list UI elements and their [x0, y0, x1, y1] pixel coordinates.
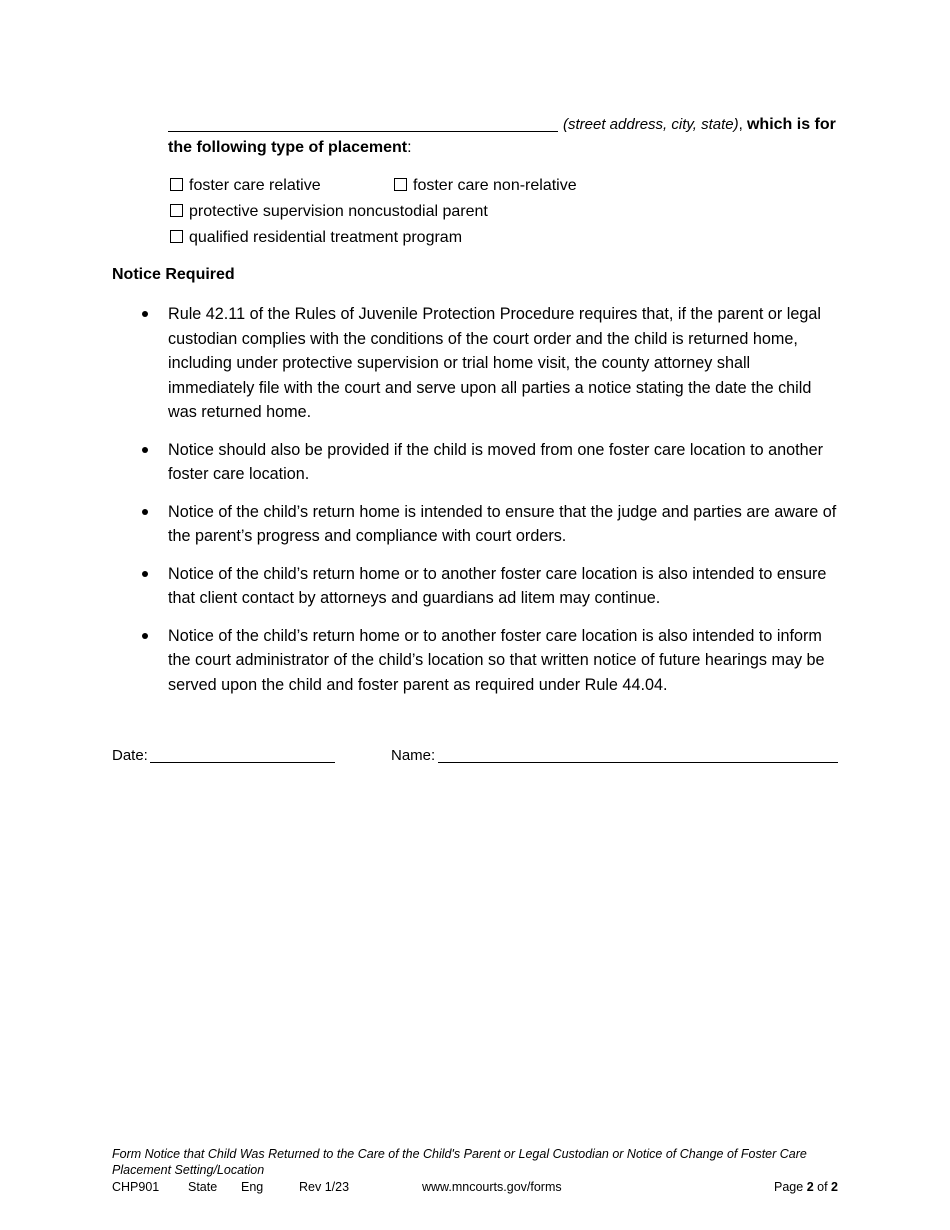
page-of: of [817, 1180, 828, 1194]
which-is-for-text: which is for [746, 116, 836, 133]
bullet-text: Notice should also be provided if the child is moved from one foster care location to another foster care location. [168, 440, 824, 483]
page-total: 2 [831, 1180, 838, 1194]
checkbox-icon[interactable] [170, 204, 183, 217]
placement-colon: : [407, 139, 412, 156]
address-input-line[interactable] [168, 119, 558, 132]
date-label: Date: [112, 747, 148, 764]
footer-title-line1: Form Notice that Child Was Returned to the Care of the Child's Parent or Legal Custodian or Notice of Change of Foster Care [112, 1147, 807, 1161]
notice-heading-text: Notice Required [112, 266, 235, 283]
checkbox-label: foster care relative [189, 177, 321, 194]
checkbox-protective-supervision[interactable] [170, 203, 488, 221]
footer-title-line2: Placement Setting/Location [112, 1163, 265, 1177]
notice-bullet [140, 438, 840, 487]
footer-revision: Rev 1/23 [299, 1180, 350, 1194]
checkbox-label: foster care non-relative [413, 177, 577, 194]
checkbox-icon[interactable] [170, 230, 183, 243]
name-input-line[interactable] [438, 749, 838, 763]
notice-bullet [140, 624, 840, 698]
page-word: Page [774, 1180, 804, 1194]
bullet-text: Notice of the child’s return home is intended to ensure that the judge and parties are aware of the parent’s progress and compliance with court orders. [168, 502, 837, 545]
bullet-text: Notice of the child’s return home or to another foster care location is also intended to ensure that client contact by attorneys and guardians ad litem may continue. [168, 564, 827, 607]
footer-website-link[interactable]: www.mncourts.gov/forms [422, 1180, 562, 1194]
address-hint: (street address, city, state) [563, 116, 739, 133]
checkbox-foster-care-non-relative[interactable] [394, 177, 577, 195]
checkbox-label: qualified residential treatment program [189, 229, 463, 246]
placement-label: the following type of placement [168, 139, 408, 156]
notice-bullet [140, 500, 840, 549]
page-current: 2 [806, 1180, 814, 1194]
name-label: Name: [391, 747, 436, 764]
footer-language: Eng [241, 1180, 264, 1194]
checkbox-icon[interactable] [394, 178, 407, 191]
checkbox-foster-care-relative[interactable] [170, 177, 321, 195]
checkbox-qualified-residential[interactable] [170, 229, 462, 247]
notice-bullet-list [140, 302, 840, 710]
bullet-text: Notice of the child’s return home or to another foster care location is also intended to inform the court administrator of the child’s location so that written notice of future hearings may be served upon the child and foster parent as required under Rule 44.04. [168, 626, 825, 694]
checkbox-label: protective supervision noncustodial parent [189, 203, 488, 220]
address-line-hint [563, 116, 836, 134]
notice-bullet [140, 302, 840, 425]
placement-type-label [168, 139, 412, 157]
footer-page-number [774, 1180, 838, 1194]
footer-form-title [112, 1146, 852, 1178]
date-input-line[interactable] [150, 749, 335, 763]
bullet-icon [142, 311, 148, 317]
footer-form-code: CHP901 [112, 1180, 160, 1194]
footer-jurisdiction: State [188, 1180, 218, 1194]
address-comma: , [738, 116, 743, 133]
bullet-icon [142, 509, 148, 515]
checkbox-icon[interactable] [170, 178, 183, 191]
notice-required-heading [112, 266, 235, 284]
bullet-icon [142, 447, 148, 453]
notice-bullet [140, 562, 840, 611]
bullet-icon [142, 571, 148, 577]
bullet-icon [142, 633, 148, 639]
bullet-text: Rule 42.11 of the Rules of Juvenile Protection Procedure requires that, if the parent or legal custodian complies with the conditions of the court order and the child is returned home, including under protective supervision or trial home visit, the county attorney shall immediately file with the court and serve upon all parties a notice stating the date the child was returned home. [168, 305, 821, 421]
